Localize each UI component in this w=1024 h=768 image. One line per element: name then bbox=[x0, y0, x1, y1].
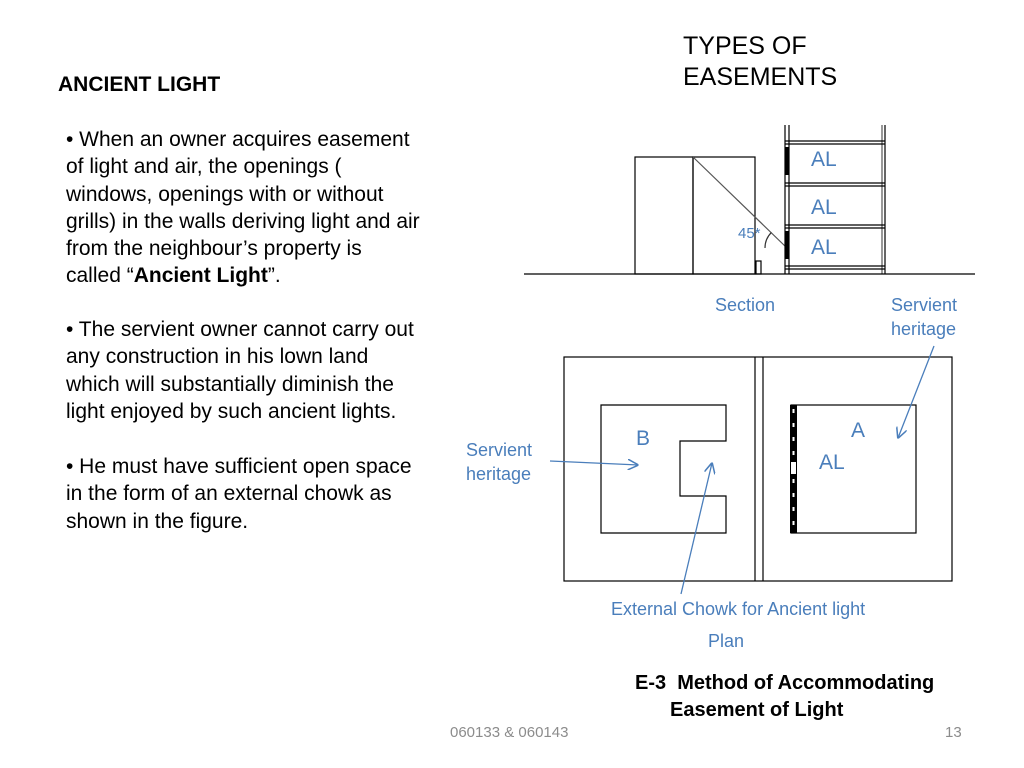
ancient-light-window bbox=[791, 462, 796, 474]
text-line: in the form of an external chowk as bbox=[66, 482, 392, 506]
boundary-post bbox=[756, 261, 761, 274]
servient-building-low-block bbox=[693, 157, 755, 274]
section-labels bbox=[715, 148, 957, 339]
building-a-label: A bbox=[851, 419, 866, 442]
building-b-outline bbox=[601, 405, 726, 533]
text-line: windows, openings with or without bbox=[66, 182, 384, 206]
text-line: • He must have sufficient open space bbox=[66, 455, 412, 478]
angle-arc bbox=[765, 232, 771, 248]
slide-title-line-1: TYPES OF bbox=[683, 32, 807, 60]
text-line bbox=[66, 262, 420, 289]
text-run: called “ bbox=[66, 264, 134, 288]
text-line: • When an owner acquires easement bbox=[66, 128, 410, 151]
plan-view-label: Plan bbox=[708, 631, 745, 651]
ancient-light-window bbox=[785, 231, 789, 259]
section-view-label: Section bbox=[715, 295, 776, 315]
text-line: of light and air, the openings ( bbox=[66, 155, 342, 179]
plan-drawing bbox=[564, 357, 952, 581]
building-b-label: B bbox=[636, 427, 651, 450]
angle-label: 45* bbox=[738, 225, 761, 242]
plot-boundary bbox=[564, 357, 952, 581]
text-run: ”. bbox=[267, 264, 281, 288]
bullet-servient-restriction bbox=[66, 316, 414, 425]
window-label-al-2: AL bbox=[811, 196, 837, 219]
text-line: grills) in the walls deriving light and air bbox=[66, 209, 420, 233]
servient-arrow-left bbox=[550, 461, 638, 465]
chowk-arrow bbox=[681, 463, 712, 594]
servient-label-right-line-1: Servient bbox=[891, 295, 958, 315]
plan-arrows bbox=[550, 346, 934, 594]
text-line: • The servient owner cannot carry out bbox=[66, 318, 414, 341]
text-line: light enjoyed by such ancient lights. bbox=[66, 399, 397, 423]
text-line: from the neighbour’s property is bbox=[66, 237, 362, 261]
text-line: any construction in his lown land bbox=[66, 345, 369, 369]
figure-caption-line-1: E-3 Method of Accommodating bbox=[635, 672, 935, 694]
bullet-ancient-light-definition bbox=[66, 126, 420, 290]
window-label-al-3: AL bbox=[811, 236, 837, 259]
bullet-open-space bbox=[66, 453, 412, 535]
plan-labels bbox=[466, 419, 865, 651]
slide-title-line-2: EASEMENTS bbox=[683, 63, 838, 91]
figure-caption-line-2: Easement of Light bbox=[670, 699, 844, 721]
section-heading: ANCIENT LIGHT bbox=[58, 73, 221, 96]
servient-building-tall-block bbox=[635, 157, 693, 274]
servient-label-left-line-1: Servient bbox=[466, 440, 533, 460]
section-drawing bbox=[524, 125, 975, 274]
text-line: shown in the figure. bbox=[66, 509, 249, 533]
ancient-light-label: AL bbox=[819, 451, 845, 474]
chowk-label: External Chowk for Ancient light bbox=[611, 599, 866, 619]
slide-title bbox=[683, 31, 837, 93]
footer-reference: 060133 & 060143 bbox=[450, 724, 569, 741]
servient-label-left-line-2: heritage bbox=[466, 464, 532, 484]
text-line: which will substantially diminish the bbox=[66, 372, 394, 396]
emphasis-ancient-light: Ancient Light bbox=[133, 264, 268, 288]
page-number: 13 bbox=[945, 724, 962, 741]
ancient-light-window bbox=[785, 147, 789, 175]
servient-label-right-line-2: heritage bbox=[891, 319, 957, 339]
window-label-al-1: AL bbox=[811, 148, 837, 171]
